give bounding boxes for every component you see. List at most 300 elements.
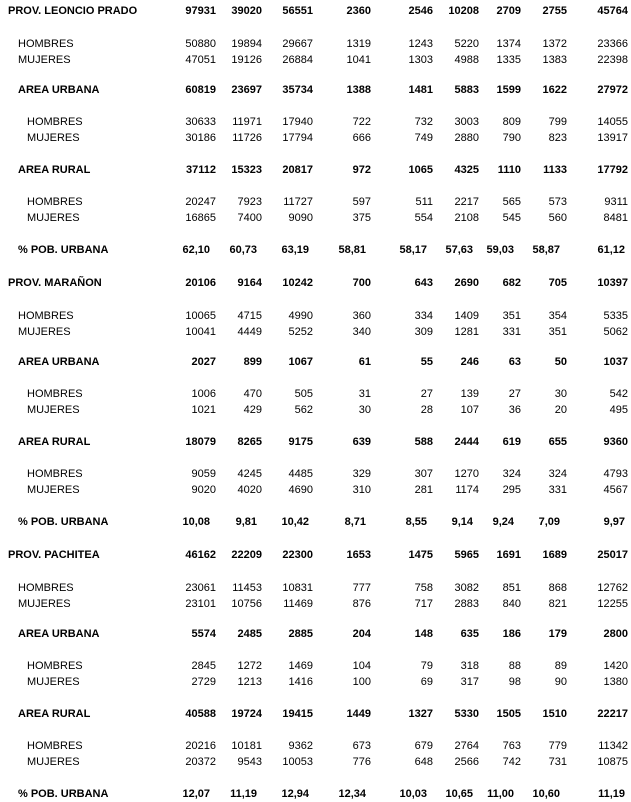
cell-value: 679 [414,740,433,752]
cell-value: 324 [548,468,567,480]
cell-value: 1021 [191,404,216,416]
cell-value: 10041 [185,326,216,338]
cell-value: 9059 [191,468,216,480]
cell-value: 307 [414,468,433,480]
cell-value: 10875 [597,756,628,768]
cell-value: 317 [460,676,479,688]
row-label: AREA RURAL [18,436,91,448]
cell-value: 5062 [603,326,628,338]
cell-value: 1372 [542,38,567,50]
cell-value: 2885 [288,628,313,640]
cell-value: 10397 [597,277,628,289]
cell-value: 1374 [496,38,521,50]
cell-value: 36 [508,404,521,416]
cell-value: 700 [352,277,371,289]
cell-value: 11342 [598,740,628,752]
cell-value: 495 [609,404,628,416]
cell-value: 545 [502,212,521,224]
cell-value: 9543 [237,756,262,768]
cell-value: 732 [414,116,433,128]
row-label: MUJERES [18,598,71,610]
cell-value: 1243 [408,38,433,50]
men-row [0,36,631,52]
cell-value: 40588 [185,708,216,720]
row-label: MUJERES [27,484,80,496]
cell-value: 12,07 [182,788,210,800]
cell-value: 22209 [231,549,262,561]
cell-value: 1174 [455,484,479,496]
cell-value: 554 [414,212,433,224]
cell-value: 46162 [185,549,216,561]
cell-value: 5330 [454,708,479,720]
cell-value: 1006 [191,388,216,400]
cell-value: 375 [352,212,371,224]
cell-value: 1327 [408,708,433,720]
cell-value: 470 [243,388,262,400]
cell-value: 179 [548,628,567,640]
rural-women-row [0,754,631,770]
cell-value: 55 [420,356,433,368]
cell-value: 776 [352,756,371,768]
cell-value: 17792 [597,164,628,176]
cell-value: 1041 [346,54,371,66]
cell-value: 4449 [237,326,262,338]
men-row [0,580,631,596]
cell-value: 331 [502,326,521,338]
cell-value: 11469 [283,598,313,610]
cell-value: 20216 [185,740,216,752]
cell-value: 10,65 [445,788,473,800]
cell-value: 5335 [603,310,628,322]
cell-value: 9,24 [492,516,514,528]
cell-value: 354 [548,310,567,322]
cell-value: 1653 [346,549,371,561]
cell-value: 821 [548,598,567,610]
urban-men-row [0,114,631,130]
urban-men-row [0,386,631,402]
cell-value: 722 [352,116,371,128]
cell-value: 3003 [454,116,479,128]
rural-men-row [0,194,631,210]
cell-value: 61 [358,356,371,368]
cell-value: 50880 [185,38,216,50]
cell-value: 9090 [288,212,313,224]
cell-value: 876 [352,598,371,610]
row-label: AREA URBANA [18,356,100,368]
women-row [0,52,631,68]
cell-value: 11,19 [230,788,257,800]
cell-value: 18079 [185,436,216,448]
cell-value: 5220 [454,38,479,50]
cell-value: 98 [508,676,521,688]
cell-value: 809 [502,116,521,128]
cell-value: 505 [294,388,313,400]
cell-value: 643 [414,277,433,289]
cell-value: 758 [414,582,433,594]
row-label: MUJERES [27,212,80,224]
cell-value: 63,19 [281,244,309,256]
cell-value: 20817 [282,164,313,176]
cell-value: 12762 [597,582,628,594]
cell-value: 28 [420,404,433,416]
cell-value: 573 [548,196,567,208]
cell-value: 4988 [454,54,479,66]
cell-value: 334 [414,310,433,322]
women-row [0,596,631,612]
cell-value: 9,14 [451,516,473,528]
cell-value: 45764 [597,5,628,17]
cell-value: 779 [548,740,567,752]
cell-value: 1319 [346,38,371,50]
cell-value: 12,94 [281,788,309,800]
rural-women-row [0,482,631,498]
women-row [0,324,631,340]
cell-value: 10208 [448,5,479,17]
cell-value: 4793 [603,468,628,480]
row-label: HOMBRES [27,468,83,480]
cell-value: 1110 [497,164,521,176]
cell-value: 19415 [282,708,313,720]
cell-value: 11,00 [487,788,514,800]
cell-value: 823 [548,132,567,144]
cell-value: 790 [502,132,521,144]
cell-value: 565 [502,196,521,208]
cell-value: 8,55 [405,516,427,528]
cell-value: 9360 [603,436,628,448]
cell-value: 57,63 [445,244,473,256]
cell-value: 2108 [454,212,479,224]
cell-value: 4690 [288,484,313,496]
row-label: HOMBRES [27,196,83,208]
cell-value: 3082 [454,582,479,594]
cell-value: 562 [294,404,313,416]
cell-value: 597 [352,196,371,208]
cell-value: 20247 [185,196,216,208]
cell-value: 588 [414,436,433,448]
cell-value: 682 [502,277,521,289]
cell-value: 2883 [454,598,479,610]
province-total-row [0,3,631,19]
cell-value: 324 [502,468,521,480]
cell-value: 50 [554,356,567,368]
cell-value: 13917 [597,132,628,144]
cell-value: 88 [508,660,521,672]
cell-value: 22217 [597,708,628,720]
cell-value: 9362 [288,740,313,752]
cell-value: 11727 [283,196,313,208]
cell-value: 655 [548,436,567,448]
cell-value: 840 [502,598,521,610]
cell-value: 17794 [282,132,313,144]
cell-value: 9175 [288,436,313,448]
cell-value: 58,87 [532,244,560,256]
cell-value: 1469 [288,660,313,672]
cell-value: 30 [554,388,567,400]
cell-value: 10065 [185,310,216,322]
cell-value: 351 [502,310,521,322]
cell-value: 4715 [237,310,262,322]
cell-value: 542 [609,388,628,400]
cell-value: 639 [352,436,371,448]
cell-value: 281 [414,484,433,496]
row-label: HOMBRES [18,38,74,50]
cell-value: 1510 [542,708,567,720]
row-label: HOMBRES [27,660,83,672]
cell-value: 8,71 [344,516,366,528]
cell-value: 16865 [185,212,216,224]
cell-value: 9311 [604,196,628,208]
cell-value: 22300 [282,549,313,561]
cell-value: 63 [508,356,521,368]
cell-value: 26884 [282,54,313,66]
cell-value: 7400 [237,212,262,224]
cell-value: 61,12 [597,244,625,256]
cell-value: 1481 [408,84,433,96]
cell-value: 8481 [603,212,628,224]
cell-value: 10242 [282,277,313,289]
cell-value: 2027 [191,356,216,368]
cell-value: 1599 [496,84,521,96]
cell-value: 1416 [288,676,313,688]
cell-value: 717 [414,598,433,610]
cell-value: 10181 [231,740,262,752]
urban-men-row [0,658,631,674]
cell-value: 1383 [542,54,567,66]
cell-value: 310 [352,484,371,496]
cell-value: 90 [554,676,567,688]
cell-value: 30 [358,404,371,416]
cell-value: 148 [414,628,433,640]
cell-value: 204 [352,628,371,640]
cell-value: 69 [420,676,433,688]
cell-value: 23366 [597,38,628,50]
cell-value: 23061 [185,582,216,594]
cell-value: 1272 [237,660,262,672]
cell-value: 2880 [454,132,479,144]
cell-value: 851 [502,582,521,594]
rural-men-row [0,466,631,482]
cell-value: 1691 [496,549,521,561]
cell-value: 20106 [185,277,216,289]
cell-value: 10831 [282,582,313,594]
cell-value: 4325 [454,164,479,176]
cell-value: 1449 [346,708,371,720]
rural-area-row [0,706,631,722]
cell-value: 763 [502,740,521,752]
cell-value: 2755 [542,5,567,17]
cell-value: 5965 [454,549,479,561]
cell-value: 2546 [408,5,433,17]
cell-value: 318 [460,660,479,672]
cell-value: 972 [352,164,371,176]
cell-value: 97931 [185,5,216,17]
province-total-row [0,275,631,291]
cell-value: 35734 [282,84,313,96]
cell-value: 329 [352,468,371,480]
urban-women-row [0,402,631,418]
cell-value: 27 [508,388,521,400]
cell-value: 10,08 [182,516,210,528]
cell-value: 635 [460,628,479,640]
cell-value: 2485 [237,628,262,640]
row-label: PROV. MARAÑON [8,277,102,289]
cell-value: 12,34 [338,788,366,800]
row-label: MUJERES [27,132,80,144]
cell-value: 27 [420,388,433,400]
cell-value: 351 [548,326,567,338]
cell-value: 340 [352,326,371,338]
cell-value: 14055 [597,116,628,128]
row-label: AREA RURAL [18,708,91,720]
cell-value: 22398 [597,54,628,66]
cell-value: 10053 [282,756,313,768]
cell-value: 4020 [237,484,262,496]
cell-value: 1270 [454,468,479,480]
cell-value: 4245 [237,468,262,480]
cell-value: 58,81 [338,244,366,256]
row-label: HOMBRES [27,388,83,400]
cell-value: 2217 [454,196,479,208]
cell-value: 17940 [282,116,313,128]
cell-value: 79 [420,660,433,672]
cell-value: 11971 [232,116,262,128]
cell-value: 27972 [597,84,628,96]
cell-value: 1281 [454,326,479,338]
cell-value: 1420 [603,660,628,672]
urban-area-row [0,82,631,98]
cell-value: 10,42 [281,516,309,528]
cell-value: 1505 [496,708,521,720]
row-label: HOMBRES [18,582,74,594]
urban-area-row [0,626,631,642]
cell-value: 30633 [185,116,216,128]
cell-value: 1067 [288,356,313,368]
cell-value: 23101 [185,598,216,610]
cell-value: 39020 [231,5,262,17]
urban-percent-row [0,786,631,802]
cell-value: 7,09 [538,516,560,528]
cell-value: 20372 [185,756,216,768]
cell-value: 56551 [282,5,313,17]
cell-value: 673 [352,740,371,752]
cell-value: 331 [548,484,567,496]
cell-value: 4567 [603,484,628,496]
row-label: HOMBRES [18,310,74,322]
urban-area-row [0,354,631,370]
cell-value: 429 [243,404,262,416]
rural-area-row [0,434,631,450]
row-label: MUJERES [27,676,80,688]
cell-value: 2444 [454,436,479,448]
cell-value: 749 [414,132,433,144]
row-label: MUJERES [18,326,71,338]
cell-value: 60819 [185,84,216,96]
urban-women-row [0,674,631,690]
cell-value: 2360 [346,5,371,17]
cell-value: 777 [352,582,371,594]
row-label: PROV. PACHITEA [8,549,100,561]
cell-value: 1037 [603,356,628,368]
cell-value: 1065 [408,164,433,176]
cell-value: 295 [502,484,521,496]
men-row [0,308,631,324]
cell-value: 705 [548,277,567,289]
cell-value: 11453 [232,582,262,594]
cell-value: 31 [358,388,371,400]
cell-value: 9,97 [603,516,625,528]
cell-value: 104 [352,660,371,672]
cell-value: 309 [414,326,433,338]
cell-value: 4990 [288,310,313,322]
cell-value: 360 [352,310,371,322]
cell-value: 1689 [542,549,567,561]
urban-percent-row [0,514,631,530]
cell-value: 5252 [288,326,313,338]
row-label: PROV. LEONCIO PRADO [8,5,138,17]
cell-value: 2690 [454,277,479,289]
cell-value: 1303 [408,54,433,66]
cell-value: 19724 [231,708,262,720]
row-label: % POB. URBANA [18,788,109,800]
row-label: HOMBRES [27,740,83,752]
cell-value: 10756 [231,598,262,610]
cell-value: 9,81 [235,516,257,528]
cell-value: 2764 [454,740,479,752]
cell-value: 11726 [232,132,262,144]
cell-value: 19894 [231,38,262,50]
cell-value: 29667 [282,38,313,50]
rural-women-row [0,210,631,226]
cell-value: 100 [352,676,371,688]
cell-value: 7923 [237,196,262,208]
row-label: % POB. URBANA [18,516,109,528]
row-label: % POB. URBANA [18,244,109,256]
cell-value: 511 [415,196,433,208]
cell-value: 1388 [346,84,371,96]
cell-value: 12255 [597,598,628,610]
row-label: AREA URBANA [18,628,100,640]
cell-value: 619 [502,436,521,448]
cell-value: 666 [352,132,371,144]
cell-value: 1133 [543,164,567,176]
cell-value: 10,03 [399,788,427,800]
cell-value: 23697 [231,84,262,96]
cell-value: 60,73 [229,244,257,256]
row-label: MUJERES [27,756,80,768]
cell-value: 89 [554,660,567,672]
urban-percent-row [0,242,631,258]
cell-value: 1213 [237,676,262,688]
cell-value: 11,19 [598,788,625,800]
cell-value: 868 [548,582,567,594]
row-label: HOMBRES [27,116,83,128]
row-label: AREA URBANA [18,84,100,96]
cell-value: 5883 [454,84,479,96]
cell-value: 15323 [231,164,262,176]
cell-value: 742 [502,756,521,768]
cell-value: 58,17 [399,244,427,256]
cell-value: 30186 [185,132,216,144]
cell-value: 246 [460,356,479,368]
cell-value: 107 [460,404,479,416]
cell-value: 1409 [454,310,479,322]
cell-value: 2709 [496,5,521,17]
rural-men-row [0,738,631,754]
row-label: MUJERES [18,54,71,66]
cell-value: 139 [460,388,479,400]
rural-area-row [0,162,631,178]
cell-value: 1622 [542,84,567,96]
